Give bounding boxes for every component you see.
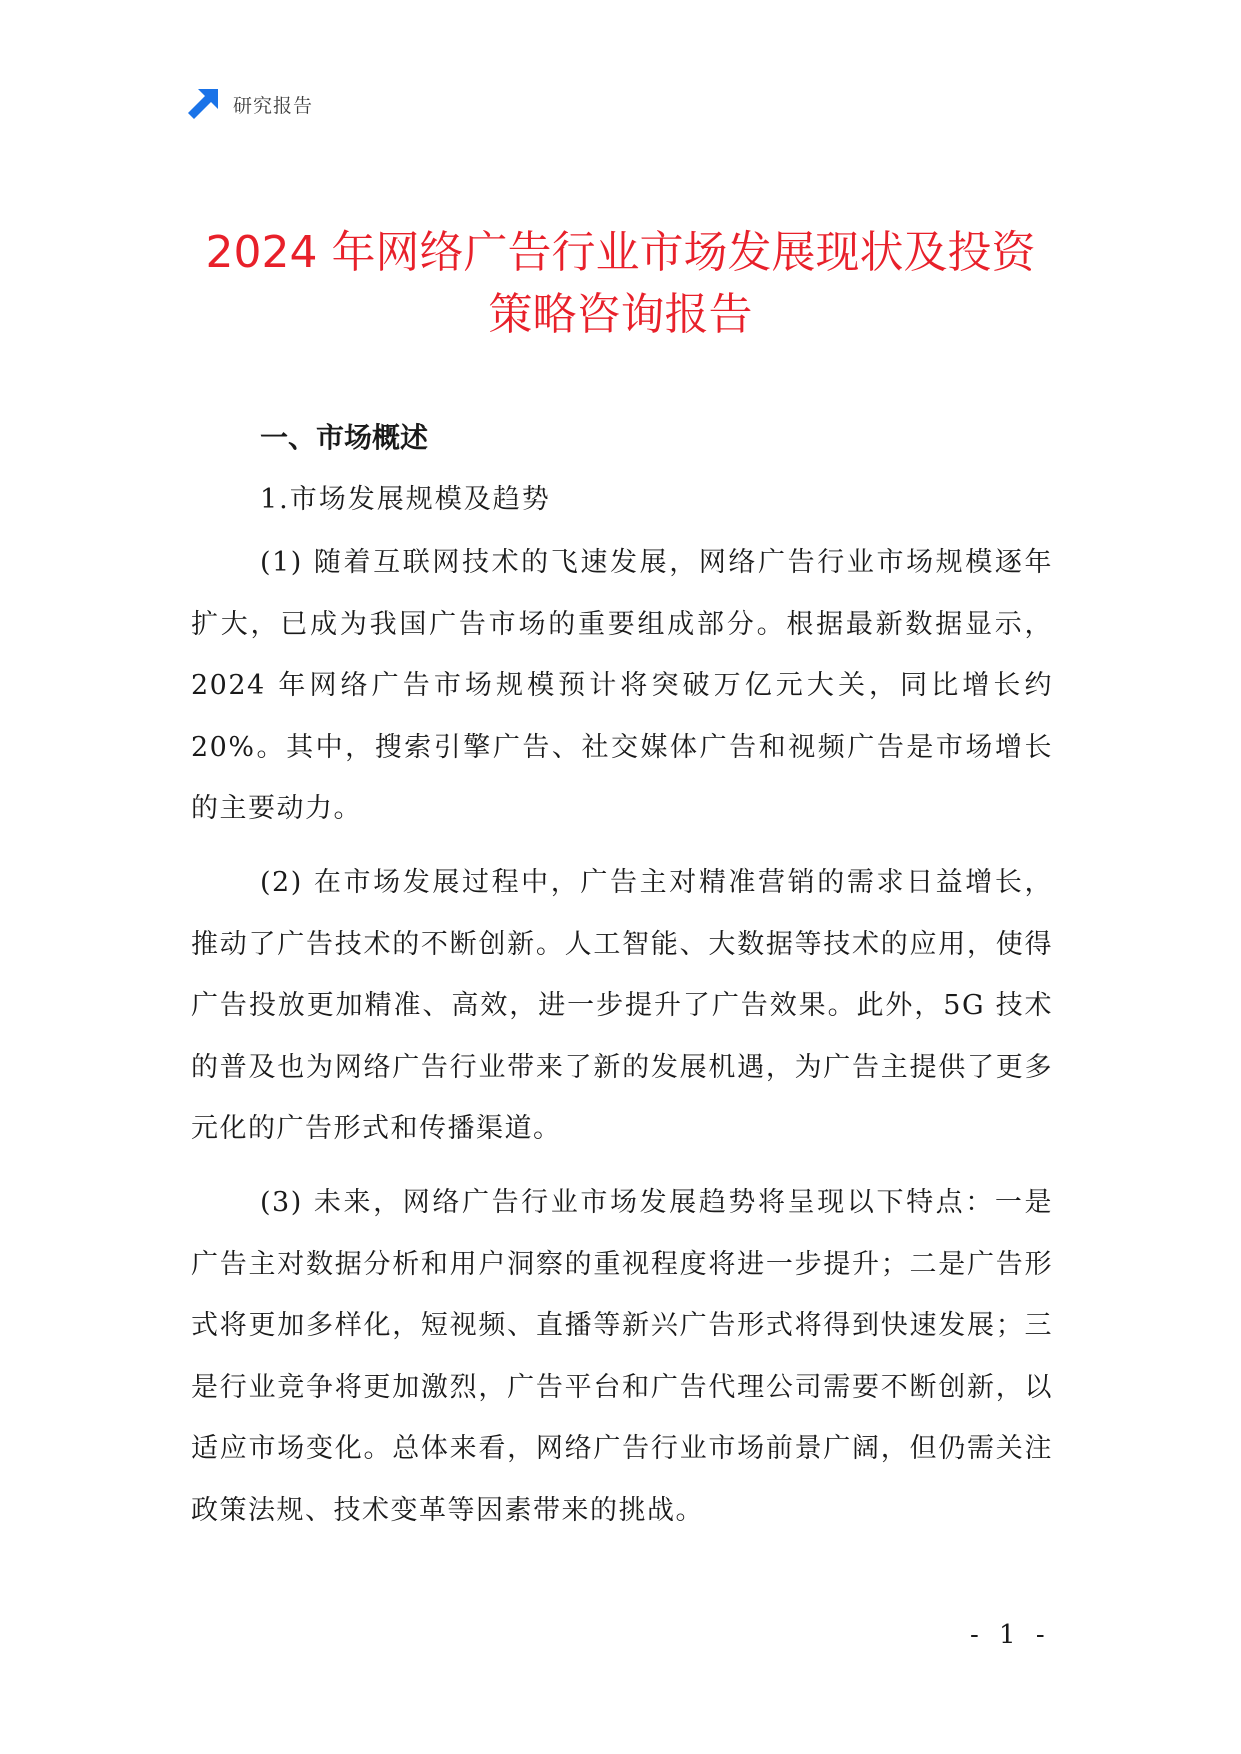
section-subheading: 1.市场发展规模及趋势 bbox=[260, 484, 551, 515]
page-number: - 1 - bbox=[970, 1620, 1051, 1650]
paragraph-3: (3) 未来，网络广告行业市场发展趋势将呈现以下特点：一是广告主对数据分析和用户洞察的重视程度将进一步提升；二是广告形式将更加多样化，短视频、直播等新兴广告形式将得到快速发展；三是行业竞争将更加激烈，广告平台和广告代理公司需要不断创新，以适应市场变化。总体来看，网络广告行业市场前景广阔，但仍需关注政策法规、技术变革等因素带来的挑战。 bbox=[191, 1186, 1053, 1526]
section-heading: 一、市场概述 bbox=[260, 421, 429, 454]
paragraph-1: (1) 随着互联网技术的飞速发展，网络广告行业市场规模逐年扩大，已成为我国广告市场的重要组成部分。根据最新数据显示，2024 年网络广告市场规模预计将突破万亿元大关，同比增长约 20%。其中，搜索引擎广告、社交媒体广告和视频广告是市场增长的主要动力。 bbox=[191, 547, 1053, 825]
title-line-2: 策略咨询报告 bbox=[488, 289, 753, 340]
document-title bbox=[150, 222, 1091, 346]
arrow-up-right-icon bbox=[187, 88, 219, 120]
document-body bbox=[191, 418, 1053, 1542]
header-label: 研究报告 bbox=[233, 94, 314, 117]
paragraph-2: (2) 在市场发展过程中，广告主对精准营销的需求日益增长，推动了广告技术的不断创新。人工智能、大数据等技术的应用，使得广告投放更加精准、高效，进一步提升了广告效果。此外，5G 技术的普及也为网络广告行业带来了新的发展机遇，为广告主提供了更多元化的广告形式和传播渠道。 bbox=[191, 866, 1053, 1145]
page-header bbox=[187, 88, 313, 120]
title-line-1: 2024 年网络广告行业市场发展现状及投资 bbox=[205, 227, 1036, 278]
